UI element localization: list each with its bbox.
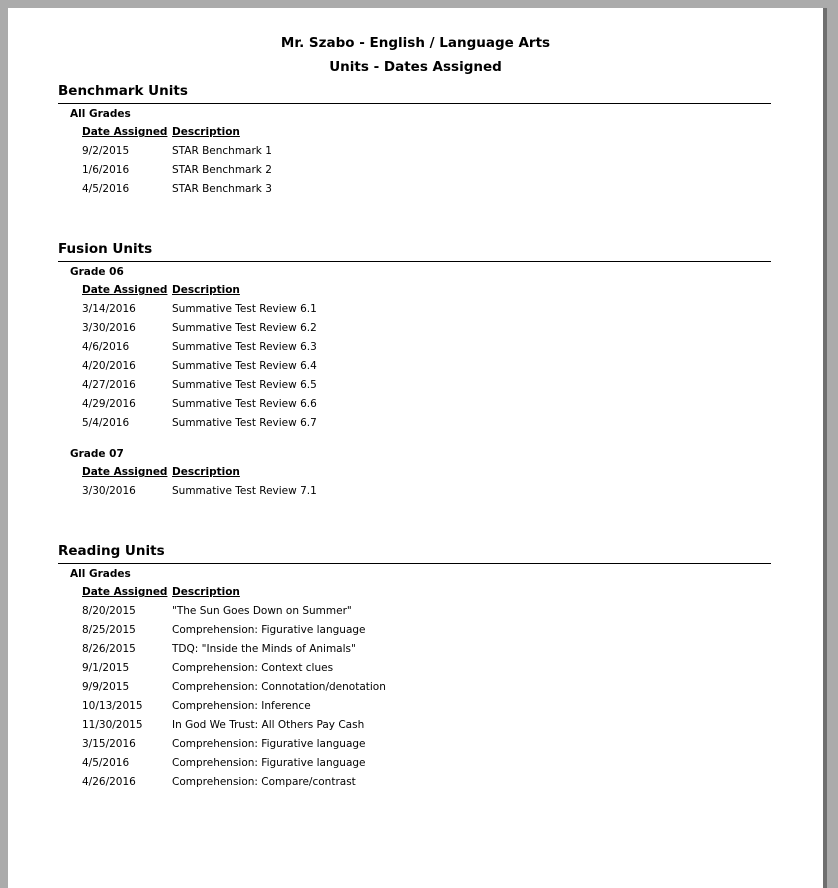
row-date: 4/6/2016 (82, 341, 130, 353)
row-description: In God We Trust: All Others Pay Cash (172, 719, 365, 731)
column-header-date: Date Assigned (82, 284, 168, 296)
section-divider (58, 103, 771, 104)
row-description: TDQ: "Inside the Minds of Animals" (172, 643, 356, 655)
row-date: 3/30/2016 (82, 322, 136, 334)
row-description: Comprehension: Inference (172, 700, 311, 712)
group-label: All Grades (70, 108, 131, 120)
column-header-description: Description (172, 466, 240, 478)
row-description: Summative Test Review 6.6 (172, 398, 317, 410)
column-header-date: Date Assigned (82, 586, 168, 598)
row-date: 3/14/2016 (82, 303, 136, 315)
report-subtitle: Units - Dates Assigned (329, 59, 502, 75)
row-date: 4/5/2016 (82, 183, 130, 195)
column-header-description: Description (172, 284, 240, 296)
row-description: Summative Test Review 7.1 (172, 485, 317, 497)
group-label: Grade 06 (70, 266, 124, 278)
row-date: 8/25/2015 (82, 624, 136, 636)
row-date: 4/5/2016 (82, 757, 130, 769)
section-title: Reading Units (58, 543, 165, 559)
row-description: "The Sun Goes Down on Summer" (172, 605, 352, 617)
row-description: STAR Benchmark 2 (172, 164, 272, 176)
row-date: 9/9/2015 (82, 681, 130, 693)
row-description: Comprehension: Compare/contrast (172, 776, 356, 788)
row-date: 4/26/2016 (82, 776, 136, 788)
row-date: 10/13/2015 (82, 700, 143, 712)
row-description: Summative Test Review 6.5 (172, 379, 317, 391)
row-date: 9/1/2015 (82, 662, 130, 674)
column-header-date: Date Assigned (82, 466, 168, 478)
column-header-date: Date Assigned (82, 126, 168, 138)
report-page (8, 8, 823, 888)
row-date: 3/15/2016 (82, 738, 136, 750)
row-date: 4/27/2016 (82, 379, 136, 391)
row-description: Comprehension: Context clues (172, 662, 334, 674)
report-title: Mr. Szabo - English / Language Arts (280, 35, 551, 51)
row-date: 11/30/2015 (82, 719, 143, 731)
row-date: 1/6/2016 (82, 164, 130, 176)
row-date: 4/20/2016 (82, 360, 136, 372)
row-date: 4/29/2016 (82, 398, 136, 410)
row-date: 3/30/2016 (82, 485, 136, 497)
section-divider (58, 261, 771, 262)
row-description: Comprehension: Connotation/denotation (172, 681, 386, 693)
section-title: Benchmark Units (58, 83, 188, 99)
column-header-description: Description (172, 126, 240, 138)
row-description: Summative Test Review 6.1 (172, 303, 317, 315)
row-date: 5/4/2016 (82, 417, 130, 429)
section-title: Fusion Units (58, 241, 153, 257)
row-description: Summative Test Review 6.7 (172, 417, 317, 429)
row-description: Comprehension: Figurative language (172, 738, 366, 750)
row-description: Summative Test Review 6.2 (172, 322, 317, 334)
group-label: All Grades (70, 568, 131, 580)
row-date: 9/2/2015 (82, 145, 130, 157)
row-description: Summative Test Review 6.4 (172, 360, 317, 372)
row-date: 8/26/2015 (82, 643, 136, 655)
row-description: Comprehension: Figurative language (172, 757, 366, 769)
group-label: Grade 07 (70, 448, 124, 460)
row-description: Comprehension: Figurative language (172, 624, 366, 636)
row-description: STAR Benchmark 1 (172, 145, 272, 157)
row-date: 8/20/2015 (82, 605, 136, 617)
row-description: STAR Benchmark 3 (172, 183, 272, 195)
section-divider (58, 563, 771, 564)
column-header-description: Description (172, 586, 240, 598)
row-description: Summative Test Review 6.3 (172, 341, 317, 353)
